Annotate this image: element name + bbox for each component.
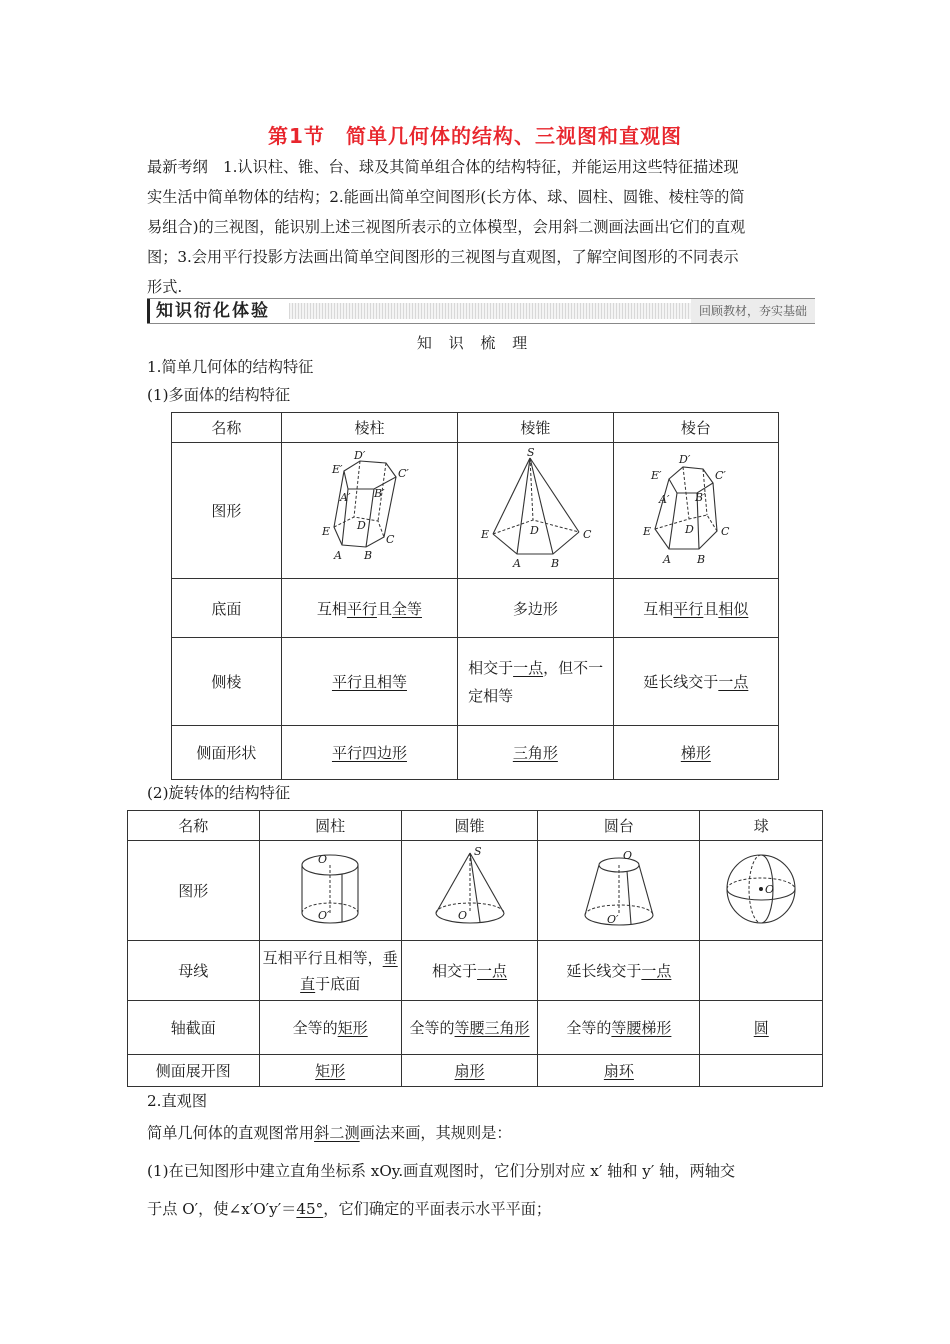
svg-text:O: O bbox=[318, 852, 328, 866]
syllabus-line: 形式. bbox=[147, 278, 183, 296]
page-title: 第1节 简单几何体的结构、三视图和直观图 bbox=[268, 124, 682, 148]
svg-text:E′: E′ bbox=[650, 468, 662, 482]
answer: 平行 bbox=[346, 599, 377, 618]
frustum-face-cell bbox=[613, 726, 778, 780]
svg-text:D: D bbox=[530, 523, 540, 537]
row-label: 底面 bbox=[172, 579, 282, 638]
text: 相交于 bbox=[468, 658, 514, 677]
text: 全等的 bbox=[566, 1019, 612, 1037]
col-header: 球 bbox=[700, 811, 823, 841]
svg-text:A: A bbox=[513, 556, 522, 570]
row-label: 母线 bbox=[128, 941, 260, 1001]
text: 于点 O′，使∠x′O′y′＝ bbox=[147, 1200, 297, 1218]
svg-text:B: B bbox=[551, 556, 560, 570]
svg-text:D: D bbox=[684, 522, 694, 536]
cylinder-figure-cell bbox=[259, 841, 401, 941]
text: 全等的 bbox=[409, 1018, 455, 1037]
row-label: 侧棱 bbox=[172, 638, 282, 726]
prism-frustum-diagram bbox=[641, 449, 751, 569]
heading-structure: 1.简单几何体的结构特征 bbox=[147, 358, 314, 376]
pyramid-base-cell: 多边形 bbox=[458, 579, 614, 638]
svg-text:S: S bbox=[473, 844, 482, 858]
answer: 一点 bbox=[718, 673, 749, 691]
text: 且 bbox=[703, 599, 719, 618]
prism-diagram bbox=[314, 449, 424, 569]
svg-text:O: O bbox=[622, 848, 632, 862]
svg-text:O: O bbox=[765, 882, 775, 896]
col-header: 圆锥 bbox=[401, 811, 538, 841]
svg-text:A′: A′ bbox=[340, 490, 351, 504]
answer: 矩形 bbox=[337, 1019, 368, 1037]
svg-text:C: C bbox=[720, 524, 730, 538]
pyramid-edge-cell bbox=[458, 638, 614, 726]
text: ，它们确定的平面表示水平平面； bbox=[323, 1200, 552, 1218]
syllabus-line: 实生活中简单物体的结构；2.能画出简单空间图形(长方体、球、圆柱、圆锥、棱柱等的简 bbox=[147, 188, 745, 206]
frustum-edge-cell bbox=[613, 638, 778, 726]
text: 互相 bbox=[316, 599, 347, 618]
svg-text:A: A bbox=[662, 552, 671, 566]
rule-1-line-2 bbox=[147, 1198, 551, 1219]
text: 互相 bbox=[643, 599, 674, 618]
svg-text:B: B bbox=[696, 552, 705, 566]
svg-text:C′: C′ bbox=[398, 466, 410, 480]
svg-text:C: C bbox=[583, 527, 592, 541]
col-header: 圆台 bbox=[538, 811, 700, 841]
svg-text:E: E bbox=[481, 527, 490, 541]
prism-face-cell bbox=[281, 726, 457, 780]
cylinder-diagram bbox=[290, 843, 370, 935]
text: ，但不一定相等 bbox=[468, 658, 604, 705]
sphere-unfold-cell bbox=[700, 1055, 823, 1087]
text: 延长线交于 bbox=[566, 962, 642, 980]
svg-text:C′: C′ bbox=[714, 468, 726, 482]
answer: 梯形 bbox=[680, 744, 711, 762]
frustum-figure-cell bbox=[613, 443, 778, 579]
prism-base-cell bbox=[281, 579, 457, 638]
answer: 相似 bbox=[718, 599, 749, 618]
answer: 一点 bbox=[477, 962, 508, 980]
cone-diagram bbox=[422, 843, 518, 935]
rule-1-line-1: (1)在已知图形中建立直角坐标系 xOy.画直观图时，它们分别对应 x′ 轴和 y′ 轴，两轴交 bbox=[147, 1162, 736, 1180]
svg-text:E: E bbox=[642, 524, 651, 538]
syllabus-line: 易组合)的三视图，能识别上述三视图所表示的立体模型，会用斜二测画法画出它们的直观 bbox=[147, 218, 746, 236]
cylinder-unfold-cell bbox=[259, 1055, 401, 1087]
pyramid-figure-cell bbox=[458, 443, 614, 579]
col-header: 棱台 bbox=[613, 413, 778, 443]
frustum-axis-cell bbox=[538, 1001, 700, 1055]
heading-rotation: (2)旋转体的结构特征 bbox=[147, 784, 291, 802]
svg-text:O′: O′ bbox=[318, 908, 330, 922]
cone-axis-cell bbox=[401, 1001, 538, 1055]
sphere-diagram bbox=[721, 843, 801, 935]
row-label: 侧面展开图 bbox=[128, 1055, 260, 1087]
answer: 矩形 bbox=[315, 1062, 346, 1080]
col-header: 名称 bbox=[128, 811, 260, 841]
svg-text:D′: D′ bbox=[678, 452, 691, 466]
row-label: 轴截面 bbox=[128, 1001, 260, 1055]
col-header: 圆柱 bbox=[259, 811, 401, 841]
frustum-generatrix-cell bbox=[538, 941, 700, 1001]
banner-title: 知识衍化体验 bbox=[147, 299, 292, 323]
col-header: 棱柱 bbox=[281, 413, 457, 443]
syllabus-line: 最新考纲 1.认识柱、锥、台、球及其简单组合体的结构特征，并能运用这些特征描述现 bbox=[147, 158, 739, 176]
rotation-table bbox=[127, 810, 823, 1087]
answer: 垂直 bbox=[300, 948, 398, 993]
text: 延长线交于 bbox=[643, 673, 719, 691]
row-label: 图形 bbox=[172, 443, 282, 579]
cylinder-generatrix-cell bbox=[259, 941, 401, 1001]
svg-text:C: C bbox=[386, 532, 395, 546]
answer: 平行且相等 bbox=[331, 673, 407, 691]
cone-unfold-cell bbox=[401, 1055, 538, 1087]
answer: 扇形 bbox=[454, 1062, 485, 1080]
frustum-round-figure-cell bbox=[538, 841, 700, 941]
heading-intuitive: 2.直观图 bbox=[147, 1092, 208, 1110]
cone-figure-cell bbox=[401, 841, 538, 941]
heading-polyhedron: (1)多面体的结构特征 bbox=[147, 386, 291, 404]
answer: 圆 bbox=[753, 1019, 769, 1037]
answer: 一点 bbox=[641, 962, 672, 980]
cylinder-axis-cell bbox=[259, 1001, 401, 1055]
polyhedron-table bbox=[171, 412, 779, 780]
banner-subtitle: 回顾教材，夯实基础 bbox=[691, 299, 815, 323]
prism-figure-cell bbox=[281, 443, 457, 579]
svg-text:E′: E′ bbox=[332, 462, 343, 476]
answer: 等腰三角形 bbox=[454, 1018, 530, 1037]
syllabus-line: 图；3.会用平行投影方法画出简单空间图形的三视图与直观图，了解空间图形的不同表示 bbox=[147, 248, 739, 266]
answer: 一点 bbox=[513, 658, 544, 677]
section-banner bbox=[147, 298, 815, 324]
text: 且 bbox=[376, 599, 392, 618]
cone-generatrix-cell bbox=[401, 941, 538, 1001]
row-label: 图形 bbox=[128, 841, 260, 941]
svg-text:B′: B′ bbox=[374, 486, 386, 500]
answer: 平行四边形 bbox=[331, 744, 407, 762]
answer: 全等 bbox=[391, 599, 422, 618]
answer: 三角形 bbox=[512, 744, 558, 762]
text: 互相平行且相等， bbox=[262, 948, 383, 967]
answer: 斜二测 bbox=[314, 1124, 360, 1142]
syllabus-paragraph bbox=[147, 152, 812, 302]
svg-text:A′: A′ bbox=[658, 492, 670, 506]
frustum-base-cell bbox=[613, 579, 778, 638]
text: 相交于 bbox=[432, 962, 478, 980]
answer: 平行 bbox=[673, 599, 704, 618]
pyramid-face-cell bbox=[458, 726, 614, 780]
svg-text:O′: O′ bbox=[606, 912, 619, 926]
svg-text:S: S bbox=[527, 445, 535, 459]
round-frustum-diagram bbox=[571, 843, 667, 935]
prism-edge-cell bbox=[281, 638, 457, 726]
svg-text:D: D bbox=[357, 518, 367, 532]
svg-text:B: B bbox=[364, 548, 373, 562]
svg-text:O: O bbox=[457, 908, 467, 922]
text: 全等的 bbox=[292, 1019, 338, 1037]
text: 画法来画，其规则是： bbox=[359, 1124, 512, 1142]
text: 于底面 bbox=[315, 974, 361, 993]
sphere-figure-cell bbox=[700, 841, 823, 941]
row-label: 侧面形状 bbox=[172, 726, 282, 780]
svg-text:E: E bbox=[322, 524, 331, 538]
col-header: 名称 bbox=[172, 413, 282, 443]
svg-text:D′: D′ bbox=[354, 448, 366, 462]
text: 简单几何体的直观图常用 bbox=[147, 1124, 315, 1142]
pyramid-diagram bbox=[475, 446, 595, 572]
section-heading: 知 识 梳 理 bbox=[416, 334, 534, 352]
col-header: 棱锥 bbox=[458, 413, 614, 443]
intuitive-intro bbox=[147, 1122, 512, 1143]
svg-text:B′: B′ bbox=[694, 490, 706, 504]
answer: 扇环 bbox=[603, 1062, 634, 1080]
sphere-generatrix-cell bbox=[700, 941, 823, 1001]
frustum-unfold-cell bbox=[538, 1055, 700, 1087]
answer: 45° bbox=[296, 1200, 324, 1218]
sphere-axis-cell bbox=[700, 1001, 823, 1055]
answer: 等腰梯形 bbox=[611, 1019, 672, 1037]
svg-text:A: A bbox=[334, 548, 343, 562]
